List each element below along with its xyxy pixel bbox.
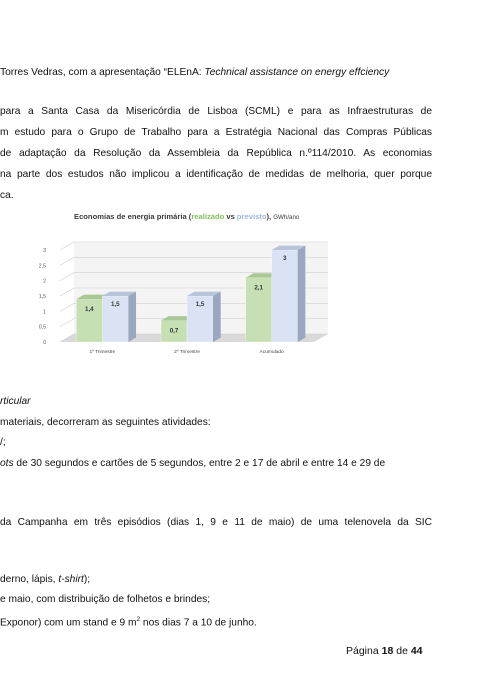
y-tick-label: 2: [43, 278, 46, 285]
gridline-diagonal: [60, 319, 74, 327]
chart-title-previsto: previsto: [236, 212, 267, 221]
data-label: 1,5: [111, 301, 120, 308]
chart-title-unit: GWh/ano: [273, 214, 300, 221]
text-run: Torres Vedras, com a apresentação “ELEnA:: [0, 67, 205, 78]
text-run: Exponor) com um stand e 9 m: [0, 617, 137, 629]
energy-savings-chart: [32, 212, 422, 372]
x-tick-label: 2º Trimestre: [174, 350, 200, 355]
paragraph-line: para a Santa Casa da Misericórdia de Lisboa (SCML) e para as Infraestruturas de: [0, 106, 432, 117]
list-item: [0, 457, 385, 470]
data-label: 2,1: [254, 284, 263, 292]
list-item: e maio, com distribuição de folhetos e brindes;: [0, 594, 211, 605]
section-intro: materiais, decorreram as seguintes atividades:: [0, 417, 211, 428]
chart-title-suffix: ),: [266, 212, 274, 221]
bar-previsto: [272, 250, 298, 342]
data-label: 1,4: [85, 306, 94, 314]
list-item: [0, 573, 90, 586]
y-tick-label: 0,5: [38, 324, 46, 331]
page-label: Página: [346, 645, 382, 657]
paragraph-line: na parte dos estudos não implicou a identificação de medidas de melhoria, quer porque: [0, 169, 432, 180]
chart-plot: [32, 222, 422, 372]
superscript: 2: [136, 616, 141, 623]
list-item: /;: [0, 437, 6, 448]
list-item: [0, 613, 257, 629]
italic-text: ots: [0, 458, 14, 469]
bar-side-previsto: [298, 246, 306, 342]
page-number: [346, 645, 423, 657]
page-total: 44: [410, 645, 423, 657]
y-tick-label: 3: [43, 248, 46, 254]
page-current: 18: [381, 645, 394, 657]
gridline-diagonal: [60, 288, 74, 296]
paragraph-line: ca.: [0, 190, 14, 201]
text-run: de 30 segundos e cartões de 5 segundos, entre 2 e 17 de abril e entre 14 e 29 de: [13, 458, 386, 469]
bar-side-previsto: [128, 292, 136, 342]
list-item: da Campanha em três episódios (dias 1, 9 e 11 de maio) de uma telenovela da SIC: [0, 517, 432, 528]
italic-text: Technical assistance on energy effciency: [204, 67, 390, 78]
gridline-diagonal: [60, 303, 74, 311]
x-tick-label: Acumulado: [259, 350, 284, 355]
page-of: de: [393, 645, 411, 657]
text-run: nos dias 7 a 10 de junho.: [140, 617, 257, 629]
chart-title-prefix: Economias de energia primária (: [74, 212, 192, 221]
gridline-diagonal: [60, 273, 74, 281]
y-tick-label: 1: [43, 309, 46, 316]
text-run: );: [83, 574, 91, 585]
paragraph-line: [0, 66, 389, 79]
gridline-diagonal: [60, 257, 74, 265]
italic-text: t-shirt: [58, 574, 84, 585]
text-run: derno, lápis,: [0, 574, 59, 585]
gridline-diagonal: [60, 242, 74, 250]
x-tick-label: 1º Trimestre: [89, 350, 116, 355]
data-label: 0,7: [169, 327, 179, 335]
y-tick-label: 1,5: [38, 294, 46, 300]
data-label: 1,5: [195, 301, 205, 308]
section-heading: rticular: [0, 396, 31, 407]
paragraph-line: m estudo para o Grupo de Trabalho para a Estratégia Nacional das Compras Públicas: [0, 127, 432, 138]
y-tick-label: 2,5: [38, 263, 46, 270]
bar-side-previsto: [213, 292, 221, 342]
data-label: 3: [282, 255, 287, 262]
paragraph-line: de adaptação da Resolução da Assembleia da República n.º114/2010. As economias: [0, 148, 432, 159]
chart-title-realizado: realizado: [191, 212, 225, 221]
y-tick-label: 0: [43, 340, 46, 346]
chart-title: [74, 212, 299, 221]
chart-title-vs: vs: [224, 212, 237, 221]
